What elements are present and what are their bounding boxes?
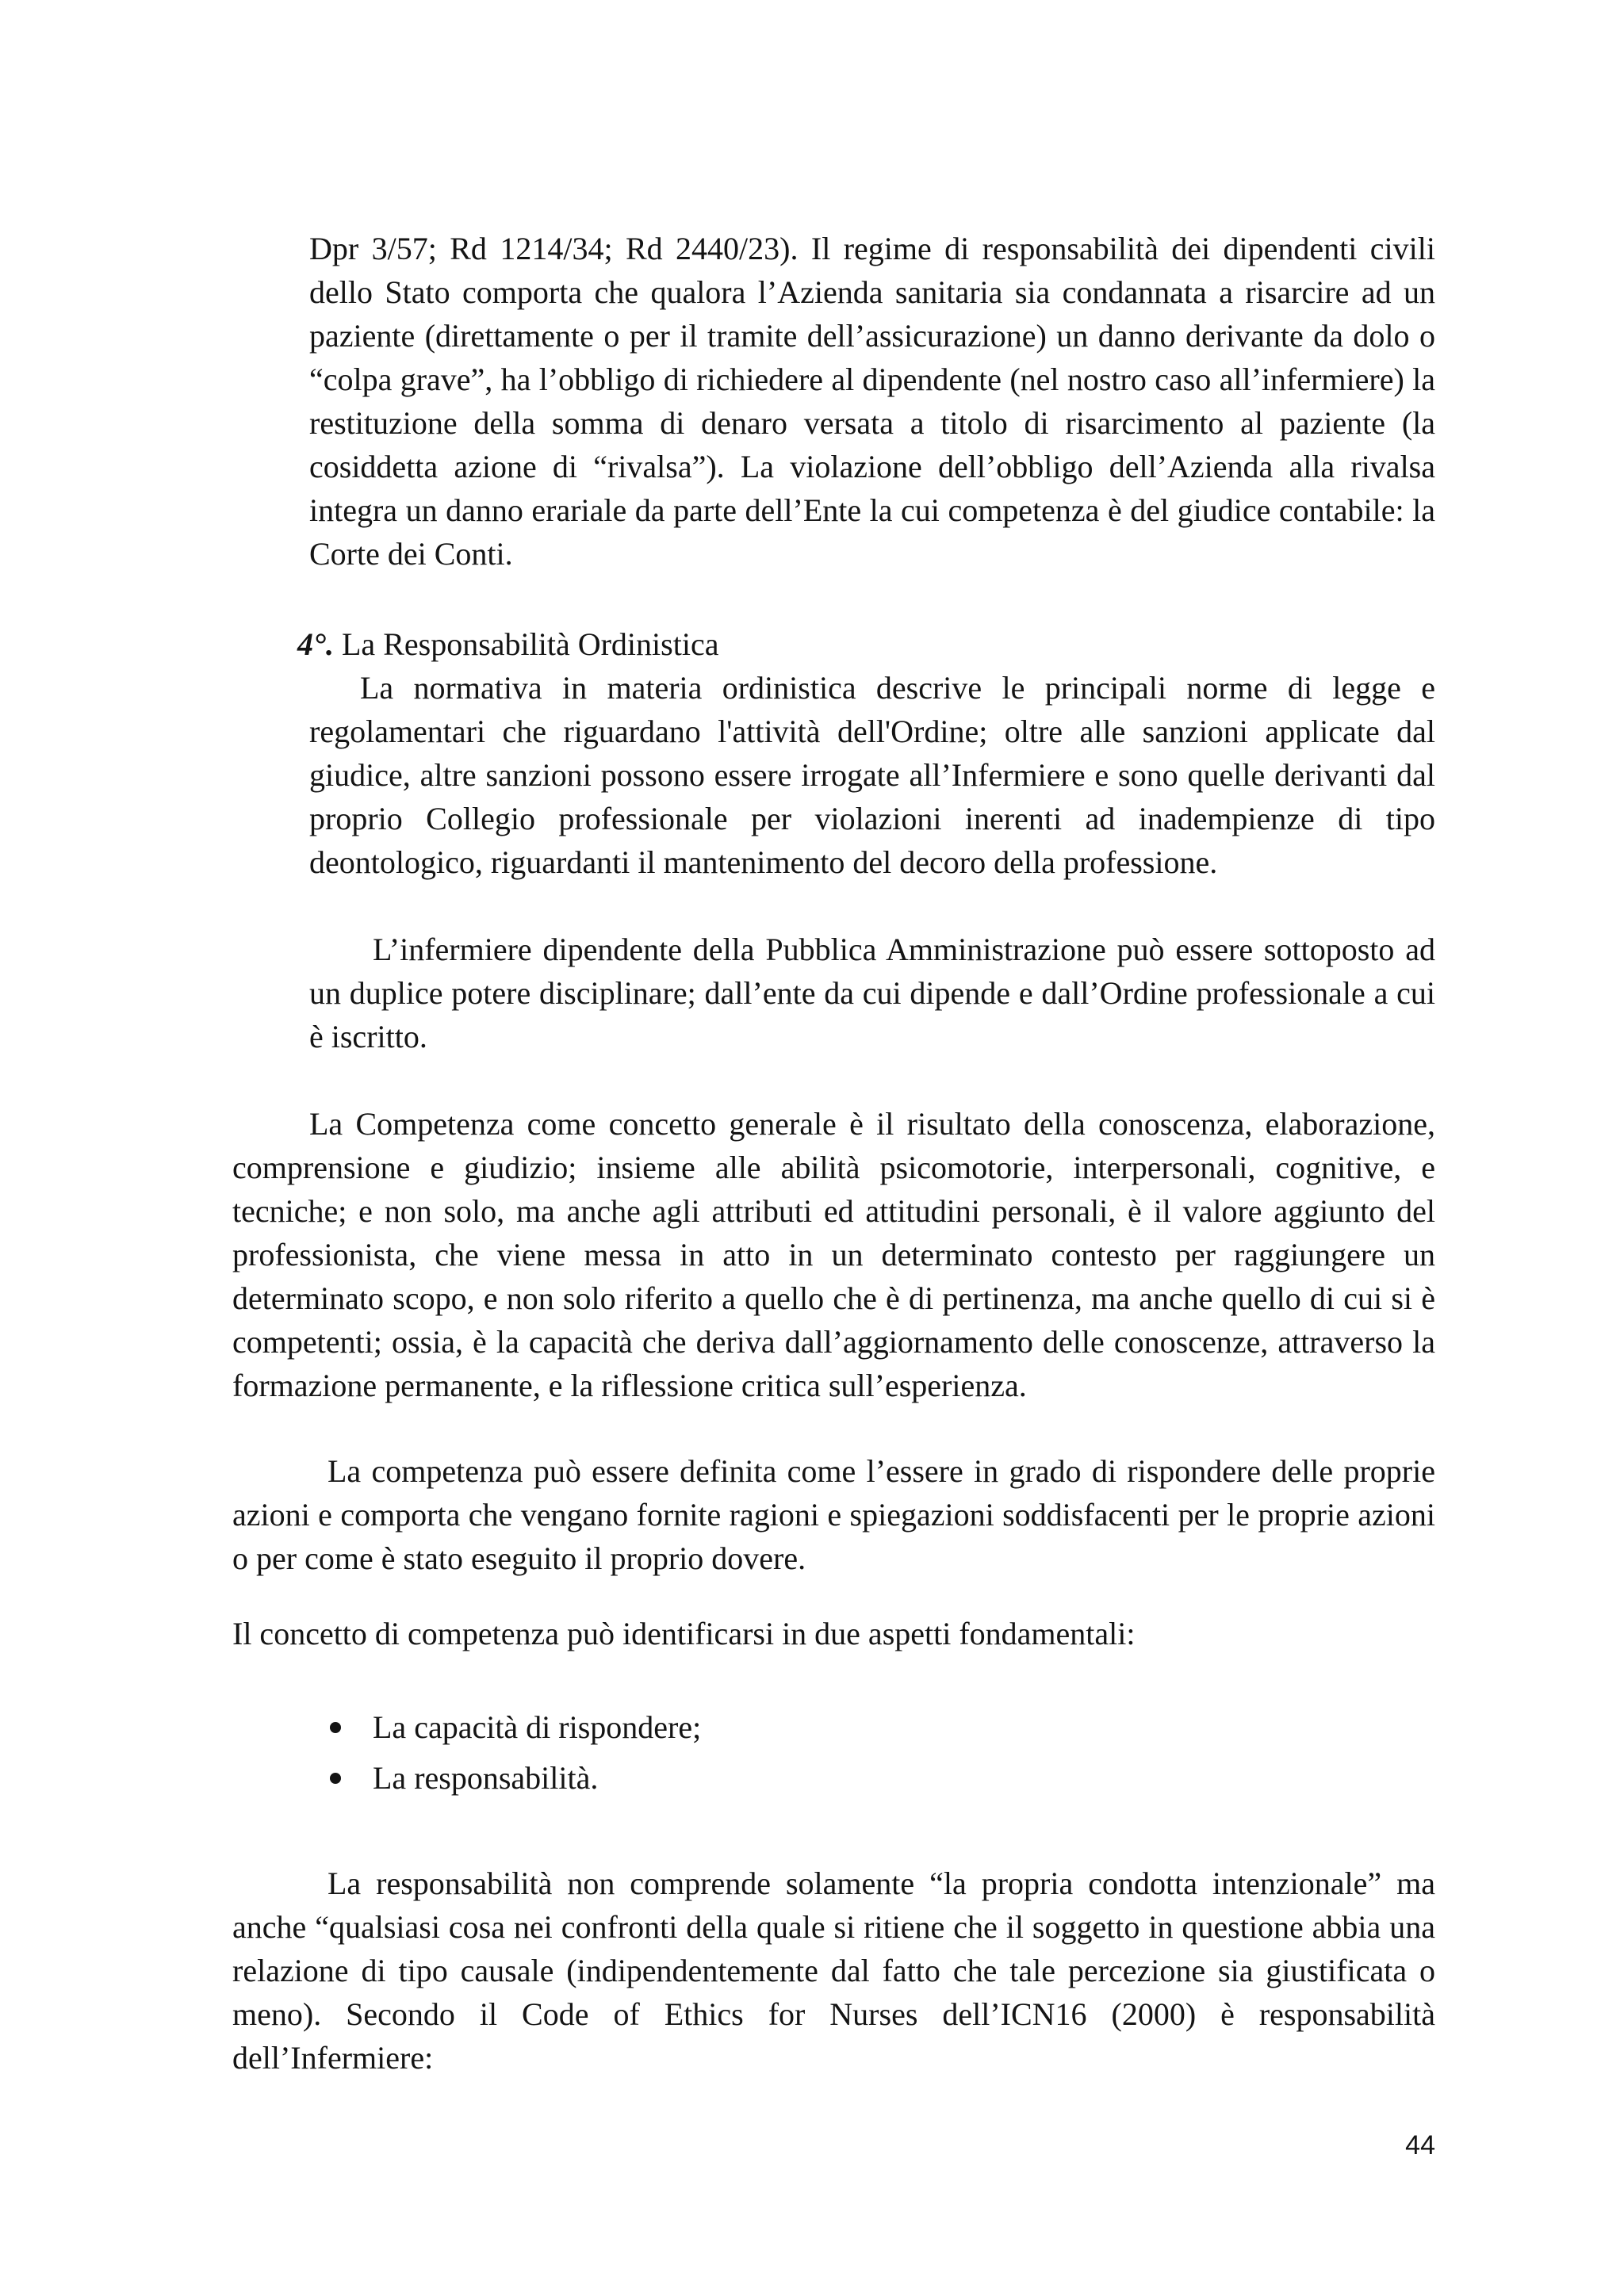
- page-number: 44: [1405, 2130, 1435, 2160]
- paragraph-competenza-definizione: La competenza può essere definita come l’essere in grado di rispondere delle proprie azioni e comporta che vengano fornite ragioni e spiegazioni soddisfacenti per le proprie azioni o per come è stato eseguito il proprio dovere.: [232, 1453, 1435, 1576]
- paragraph-potere-disciplinare: L’infermiere dipendente della Pubblica Amministrazione può essere sottoposto ad un duplice potere disciplinare; dall’ente da cui dipende e dall’Ordine professionale a cui è iscritto.: [309, 932, 1435, 1054]
- section-heading: [297, 622, 718, 666]
- paragraph-rivalsa: Dpr 3/57; Rd 1214/34; Rd 2440/23). Il regime di responsabilità dei dipendenti civili dello Stato comporta che qualora l’Azienda sanitaria sia condannata a risarcire ad un paziente (direttamente o per il tramite dell’assicurazione) un danno derivante da dolo o “colpa grave”, ha l’obbligo di richiedere al dipendente (nel nostro caso all’infermiere) la restituzione della somma di denaro versata a titolo di risarcimento al paziente (la cosiddetta azione di “rivalsa”). La violazione dell’obbligo dell’Azienda alla rivalsa integra un danno erariale da parte dell’Ente la cui competenza è del giudice contabile: la Corte dei Conti.: [309, 231, 1435, 572]
- list-item: [324, 1702, 701, 1753]
- bullet-dot-icon: [330, 1773, 341, 1784]
- section-number: 4°.: [297, 626, 334, 662]
- list-item-text: La capacità di rispondere;: [373, 1709, 702, 1745]
- paragraph-aspetti-fondamentali: Il concetto di competenza può identificarsi in due aspetti fondamentali:: [232, 1616, 1136, 1651]
- bullet-dot-icon: [330, 1722, 341, 1733]
- list-item: [324, 1753, 701, 1804]
- paragraph-competenza-concetto: La Competenza come concetto generale è il risultato della conoscenza, elaborazione, comprensione e giudizio; insieme alle abilità psicomotorie, interpersonali, cognitive, e tecniche; e non solo, ma anche agli attributi ed attitudini personali, è il valore aggiunto del professionista, che viene messa in atto in un determinato contesto per raggiungere un determinato scopo, e non solo riferito a quello che è di pertinenza, ma anche quello di cui si è competenti; ossia, è la capacità che deriva dall’aggiornamento delle conoscenze, attraverso la formazione permanente, e la riflessione critica sull’esperienza.: [232, 1106, 1435, 1403]
- section-title: La Responsabilità Ordinistica: [342, 626, 719, 662]
- paragraph-responsabilita: La responsabilità non comprende solamente “la propria condotta intenzionale” ma anche “qualsiasi cosa nei confronti della quale si ritiene che il soggetto in questione abbia una relazione di tipo causale (indipendentemente dal fatto che tale percezione sia giustificata o meno). Secondo il Code of Ethics for Nurses dell’ICN16 (2000) è responsabilità dell’Infermiere:: [232, 1866, 1435, 2076]
- paragraph-normativa-ordinistica: La normativa in materia ordinistica descrive le principali norme di legge e regolamentari che riguardano l'attività dell'Ordine; oltre alle sanzioni applicate dal giudice, altre sanzioni possono essere irrogate all’Infermiere e sono quelle derivanti dal proprio Collegio professionale per violazioni inerenti ad inadempienze di tipo deontologico, riguardanti il mantenimento del decoro della professione.: [309, 670, 1435, 880]
- bullet-list: [324, 1702, 701, 1804]
- list-item-text: La responsabilità.: [373, 1760, 599, 1796]
